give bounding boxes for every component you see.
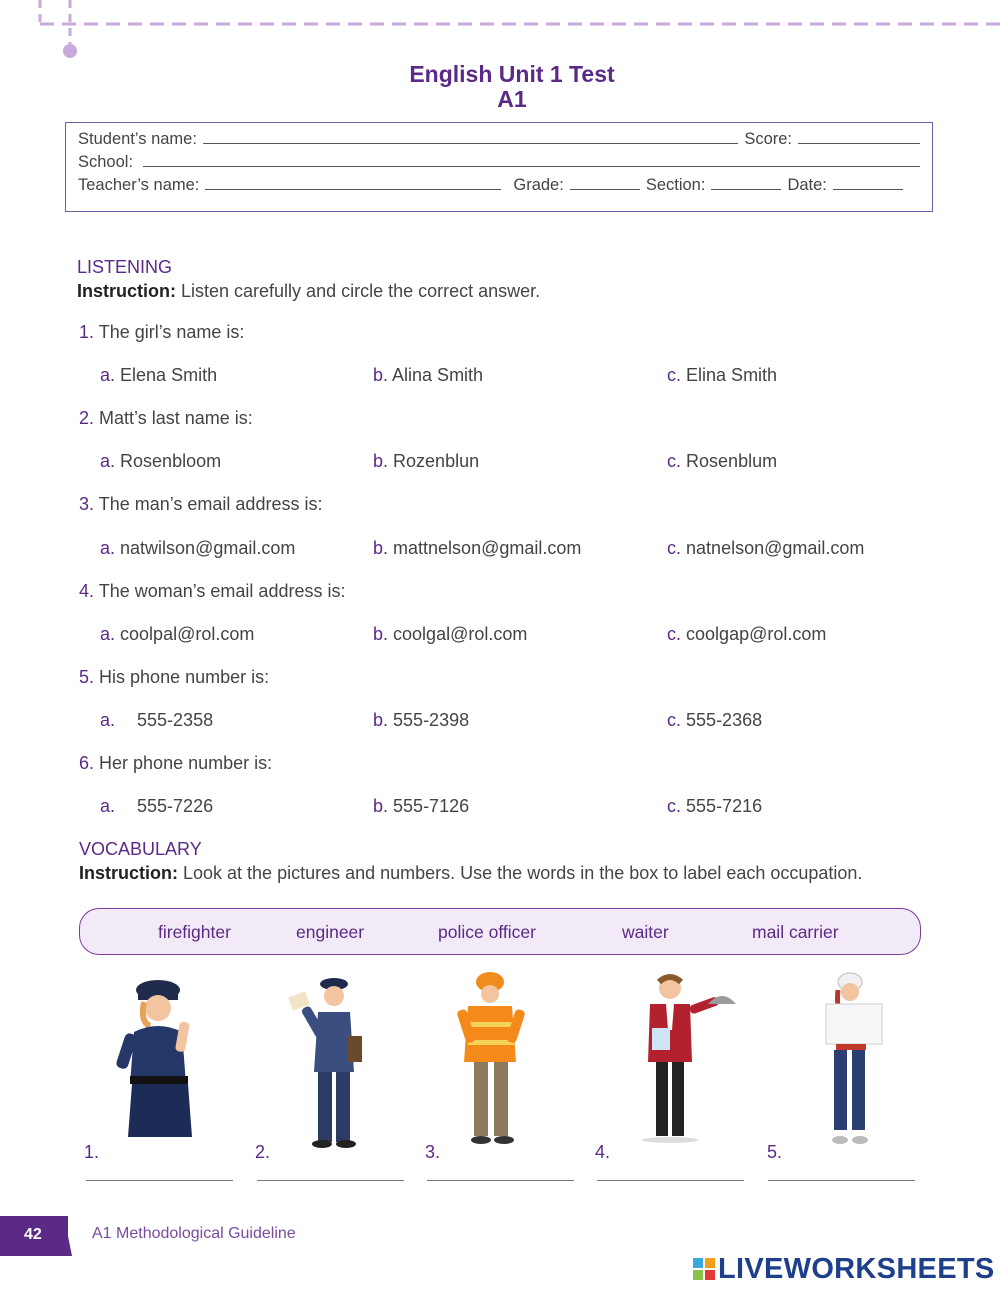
- page-level: A1: [497, 86, 527, 112]
- question-2: [79, 408, 253, 429]
- grade-field[interactable]: [570, 189, 640, 190]
- instruction-text: Listen carefully and circle the correct answer.: [176, 281, 541, 301]
- question-text: Her phone number is:: [99, 753, 273, 773]
- word-firefighter: firefighter: [158, 922, 231, 942]
- question-4: [79, 581, 345, 602]
- question-text: Matt’s last name is:: [99, 408, 253, 428]
- question-1: [79, 322, 244, 343]
- label-number-2: 2.: [255, 1142, 271, 1162]
- listening-title: LISTENING: [77, 257, 173, 277]
- question-number: 3.: [79, 494, 95, 514]
- option-3c[interactable]: c. natnelson@gmail.com: [667, 538, 865, 558]
- answer-line-1[interactable]: [86, 1180, 233, 1181]
- section-field[interactable]: [711, 189, 781, 190]
- answer-line-4[interactable]: [597, 1180, 744, 1181]
- option-4b[interactable]: b. coolgal@rol.com: [373, 624, 528, 644]
- listening-instruction: [77, 281, 540, 302]
- footer-tab-corner: [60, 1216, 72, 1256]
- engineer-illustration: [808, 970, 898, 1150]
- word-engineer: engineer: [296, 922, 365, 942]
- question-number: 6.: [79, 753, 95, 773]
- question-5: [79, 667, 269, 688]
- page-number: 42: [24, 1226, 42, 1243]
- waiter-illustration: [628, 970, 748, 1148]
- answer-line-5[interactable]: [768, 1180, 915, 1181]
- footer-guide-title: A1 Methodological Guideline: [92, 1225, 296, 1242]
- option-1b[interactable]: b. Alina Smith: [373, 365, 484, 385]
- student-name-field[interactable]: [203, 143, 738, 144]
- question-text: The woman’s email address is:: [98, 581, 346, 601]
- option-1c[interactable]: c. Elina Smith: [667, 365, 778, 385]
- student-name-label: Student’s name:: [78, 130, 197, 148]
- option-5a[interactable]: a. 555-2358: [100, 710, 214, 730]
- option-3a[interactable]: a. natwilson@gmail.com: [100, 538, 296, 558]
- option-6c[interactable]: c. 555-7216: [667, 796, 763, 816]
- question-6: [79, 753, 272, 774]
- question-number: 2.: [79, 408, 95, 428]
- word-waiter: waiter: [622, 922, 669, 942]
- decorative-dashed-border: [0, 0, 1000, 70]
- label-number-5: 5.: [767, 1142, 783, 1162]
- date-label: Date:: [787, 176, 827, 194]
- answer-line-3[interactable]: [427, 1180, 574, 1181]
- liveworksheets-brand[interactable]: LIVEWORKSHEETS: [718, 1253, 995, 1285]
- word-police-officer: police officer: [438, 922, 536, 942]
- liveworksheets-logo-icon: [693, 1258, 715, 1280]
- vocabulary-title: VOCABULARY: [79, 839, 202, 859]
- question-text: His phone number is:: [99, 667, 270, 687]
- firefighter-illustration: [452, 970, 542, 1148]
- mail-carrier-illustration: [282, 972, 382, 1150]
- label-number-1: 1.: [84, 1142, 100, 1162]
- word-mail-carrier: mail carrier: [752, 922, 839, 942]
- instruction-label: Instruction:: [77, 281, 176, 301]
- page-number-tab: [0, 1216, 68, 1256]
- score-label: Score:: [744, 130, 792, 148]
- vocabulary-instruction: [79, 863, 862, 884]
- question-number: 1.: [79, 322, 95, 342]
- option-5b[interactable]: b. 555-2398: [373, 710, 470, 730]
- question-text: The man’s email address is:: [98, 494, 323, 514]
- option-6b[interactable]: b. 555-7126: [373, 796, 470, 816]
- answer-line-2[interactable]: [257, 1180, 404, 1181]
- section-label: Section:: [645, 176, 706, 194]
- instruction-text: Look at the pictures and numbers. Use the words in the box to label each occupation.: [178, 863, 863, 883]
- option-4c[interactable]: c. coolgap@rol.com: [667, 624, 827, 644]
- option-4a[interactable]: a. coolpal@rol.com: [100, 624, 255, 644]
- teacher-name-label: Teacher’s name:: [78, 176, 200, 194]
- school-label: School:: [78, 153, 134, 171]
- instruction-label: Instruction:: [79, 863, 178, 883]
- page-title: English Unit 1 Test: [409, 61, 615, 87]
- question-number: 4.: [79, 581, 95, 601]
- option-6a[interactable]: a. 555-7226: [100, 796, 214, 816]
- label-number-4: 4.: [595, 1142, 611, 1162]
- question-text: The girl’s name is:: [98, 322, 245, 342]
- date-field[interactable]: [833, 189, 903, 190]
- student-info-box: [65, 122, 933, 212]
- score-field[interactable]: [798, 143, 920, 144]
- school-field[interactable]: [143, 166, 920, 167]
- option-3b[interactable]: b. mattnelson@gmail.com: [373, 538, 582, 558]
- option-1a[interactable]: a. Elena Smith: [100, 365, 218, 385]
- question-3: [79, 494, 322, 515]
- option-2b[interactable]: b. Rozenblun: [373, 451, 480, 471]
- teacher-name-field[interactable]: [205, 189, 501, 190]
- police-officer-illustration: [110, 972, 220, 1142]
- question-number: 5.: [79, 667, 95, 687]
- label-number-3: 3.: [425, 1142, 441, 1162]
- option-5c[interactable]: c. 555-2368: [667, 710, 763, 730]
- option-2a[interactable]: a. Rosenbloom: [100, 451, 222, 471]
- option-2c[interactable]: c. Rosenblum: [667, 451, 778, 471]
- grade-label: Grade:: [513, 176, 564, 194]
